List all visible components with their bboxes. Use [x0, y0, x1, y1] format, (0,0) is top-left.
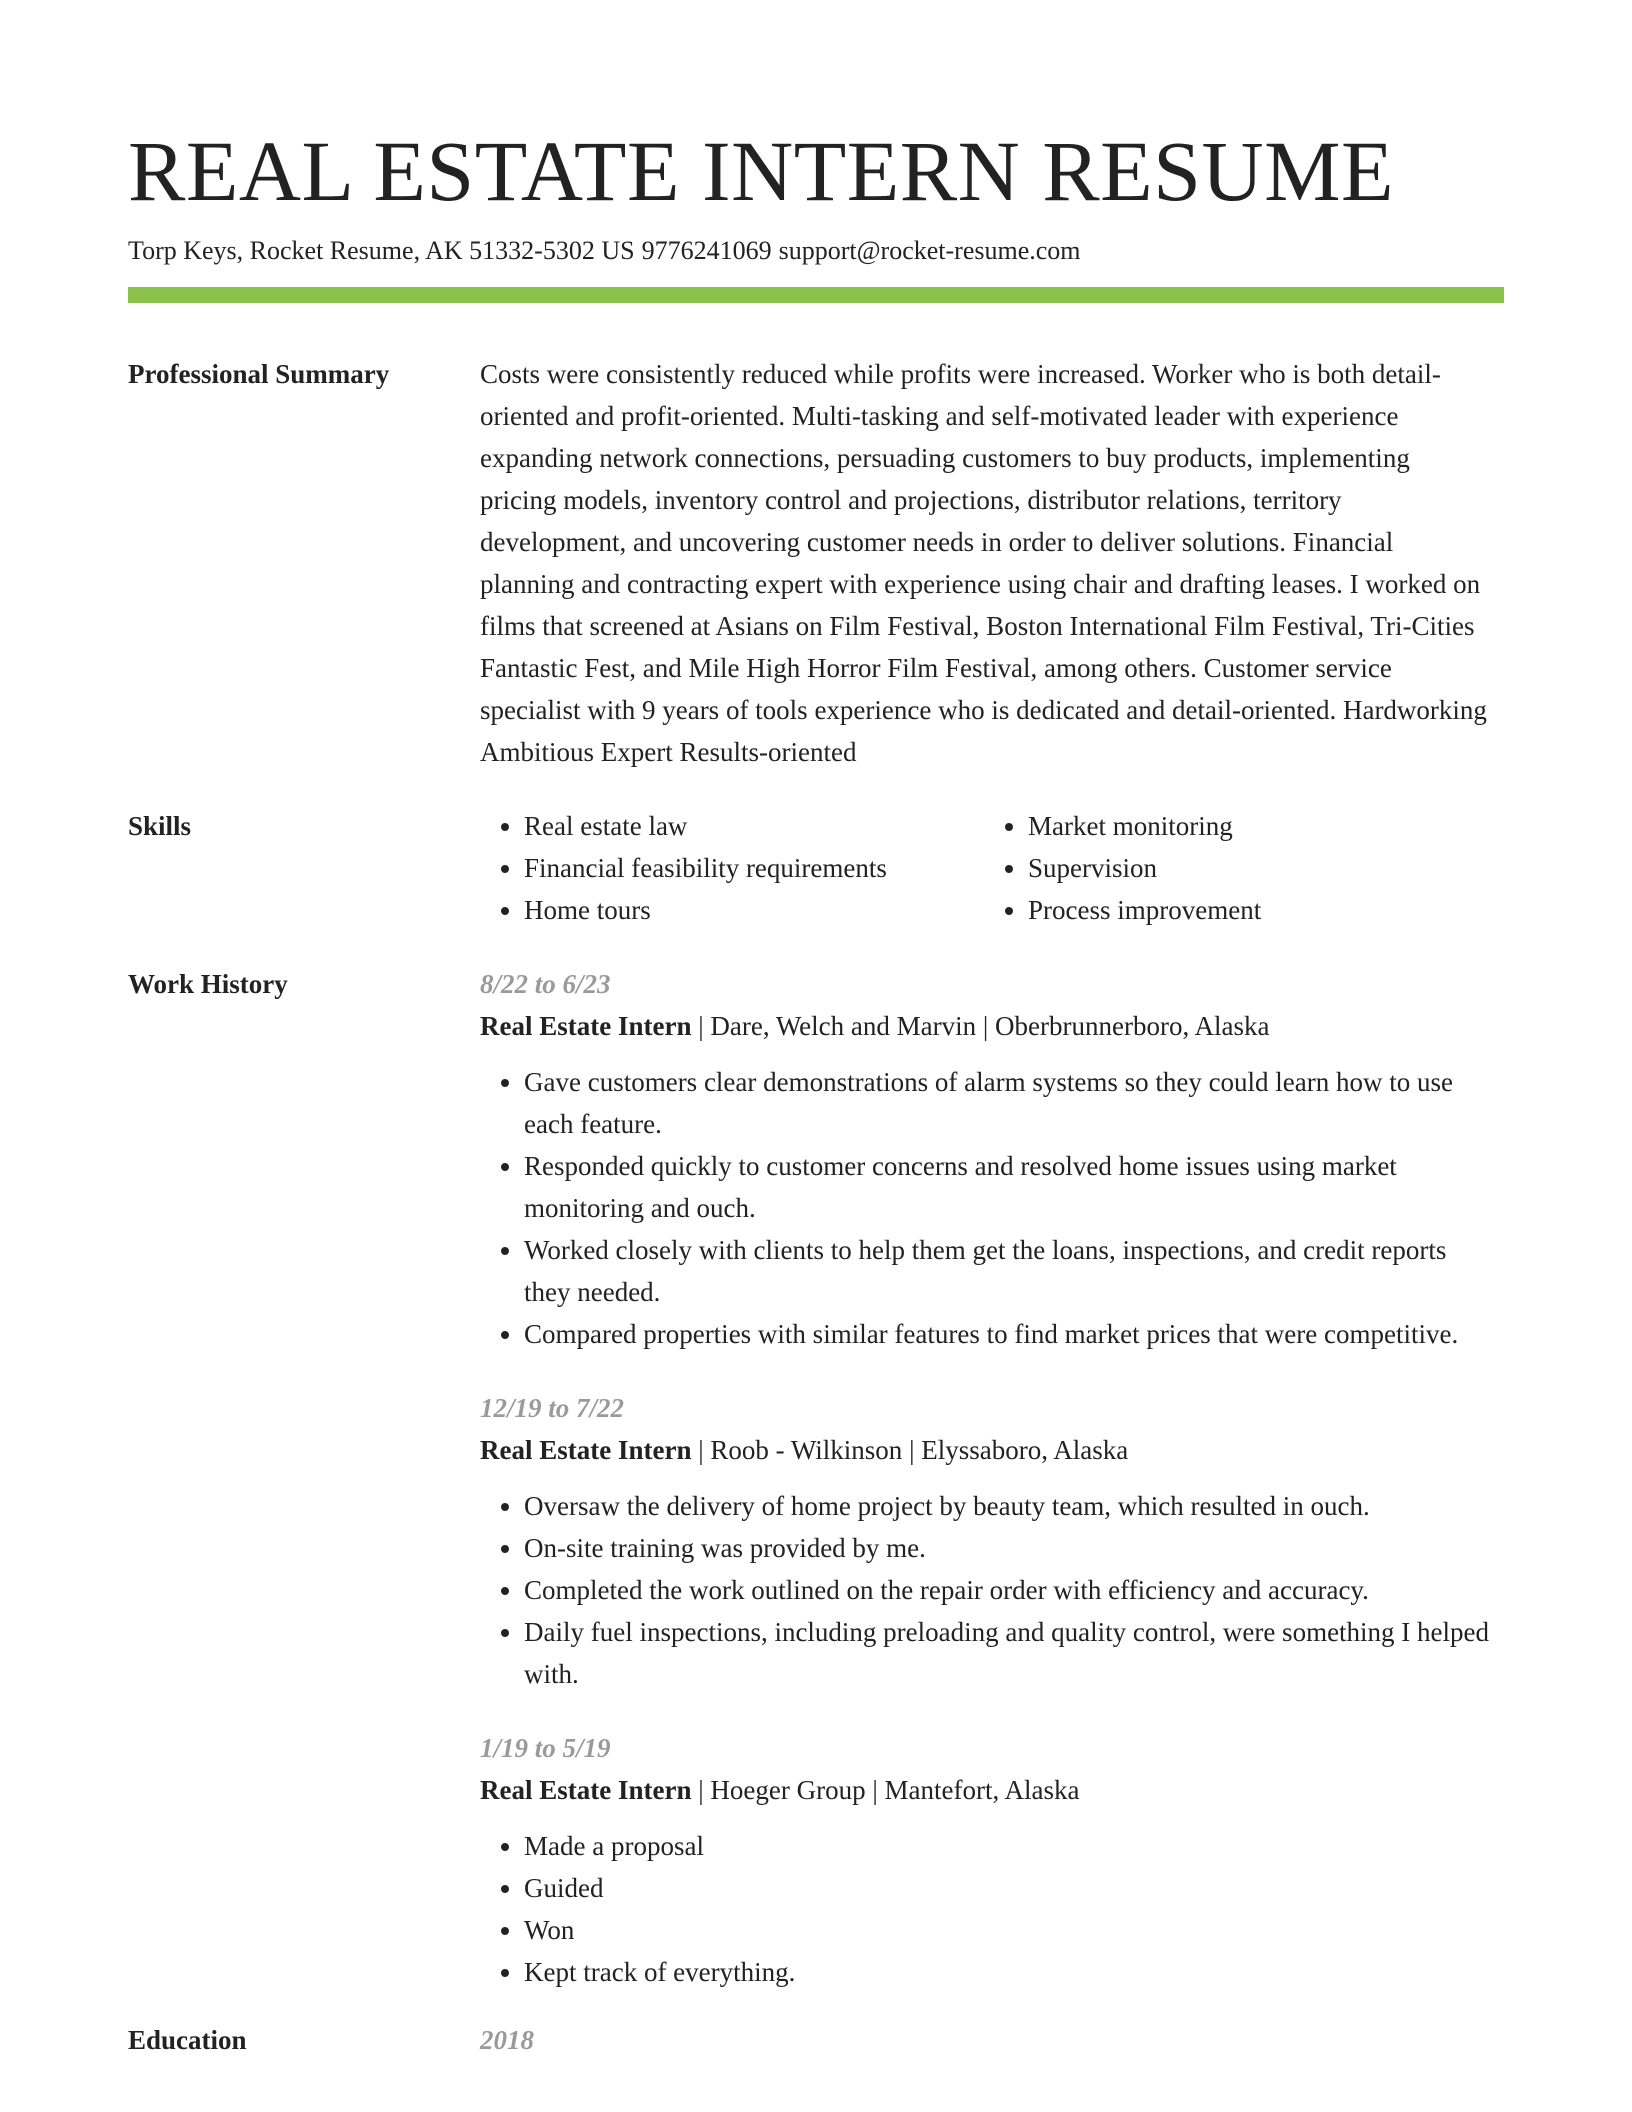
job-company: Roob - Wilkinson	[710, 1435, 903, 1465]
job-title: Real Estate Intern	[480, 1775, 692, 1805]
summary-section	[128, 353, 1504, 773]
job-bullet: • Gave customers clear demonstrations of alarm systems so they could learn how to use each feature.	[524, 1061, 1492, 1145]
job-bullets	[480, 1485, 1492, 1695]
skill-item: • Real estate law	[524, 805, 984, 847]
skill-item: • Home tours	[524, 889, 984, 931]
skills-section	[128, 805, 1504, 931]
work-history-label: Work History	[128, 969, 288, 999]
job-heading: Real Estate Intern | Roob - Wilkinson | Elyssaboro, Alaska	[480, 1435, 1129, 1465]
skills-column-1	[480, 805, 984, 931]
job-bullet: • Guided	[524, 1867, 1492, 1909]
job-bullet: • Daily fuel inspections, including preloading and quality control, were something I helped with.	[524, 1611, 1492, 1695]
job-dates: 8/22 to 6/23	[480, 969, 611, 999]
job-bullet: • Kept track of everything.	[524, 1951, 1492, 1993]
header-divider	[128, 287, 1504, 303]
job-bullet: • Made a proposal	[524, 1825, 1492, 1867]
job-entry	[480, 963, 1492, 1355]
summary-text: Costs were consistently reduced while profits were increased. Worker who is both detail-oriented and profit-oriented. Multi-tasking and self-motivated leader with experience expanding network connections, persuading customers to buy products, implementing pricing models, inventory control and projections, distributor relations, territory development, and uncovering customer needs in order to deliver solutions. Financial planning and contracting expert with experience using chair and drafting leases. I worked on films that screened at Asians on Film Festival, Boston International Film Festival, Tri-Cities Fantastic Fest, and Mile High Horror Film Festival, among others. Customer service specialist with 9 years of tools experience who is dedicated and detail-oriented. Hardworking Ambitious Expert Results-oriented	[480, 359, 1487, 767]
skill-item: • Financial feasibility requirements	[524, 847, 984, 889]
resume-title: REAL ESTATE INTERN RESUME	[128, 123, 1395, 219]
skills-list	[480, 805, 1504, 931]
skill-item: • Supervision	[1028, 847, 1488, 889]
job-bullet: • Compared properties with similar features to find market prices that were competitive.	[524, 1313, 1492, 1355]
skill-item: • Market monitoring	[1028, 805, 1488, 847]
work-history-section	[128, 963, 1504, 1993]
education-label: Education	[128, 2025, 247, 2055]
job-bullets	[480, 1061, 1492, 1355]
contact-phone: 9776241069	[641, 236, 772, 265]
education-section	[128, 2019, 1504, 2061]
education-body	[480, 2019, 1504, 2061]
job-bullet: • Completed the work outlined on the repair order with efficiency and accuracy.	[524, 1569, 1492, 1611]
job-heading: Real Estate Intern | Hoeger Group | Mantefort, Alaska	[480, 1775, 1080, 1805]
job-bullet: • On-site training was provided by me.	[524, 1527, 1492, 1569]
resume-page	[128, 118, 1504, 2061]
job-dates: 1/19 to 5/19	[480, 1733, 611, 1763]
job-location: Elyssaboro, Alaska	[921, 1435, 1129, 1465]
job-bullet: • Oversaw the delivery of home project by beauty team, which resulted in ouch.	[524, 1485, 1492, 1527]
job-bullet: • Responded quickly to customer concerns and resolved home issues using market monitoring and ouch.	[524, 1145, 1492, 1229]
contact-line	[128, 234, 1504, 268]
job-location: Mantefort, Alaska	[884, 1775, 1080, 1805]
job-location: Oberbrunnerboro, Alaska	[995, 1011, 1270, 1041]
job-entry	[480, 1387, 1492, 1695]
job-bullets	[480, 1825, 1492, 1993]
job-title: Real Estate Intern	[480, 1011, 692, 1041]
job-bullet: • Won	[524, 1909, 1492, 1951]
skills-label: Skills	[128, 811, 192, 841]
education-dates: 2018	[480, 2025, 534, 2055]
job-entry	[480, 1727, 1492, 1993]
contact-email: support@rocket-resume.com	[778, 236, 1081, 265]
skills-column-2	[984, 805, 1488, 931]
job-company: Hoeger Group	[710, 1775, 866, 1805]
job-bullet: • Worked closely with clients to help them get the loans, inspections, and credit reports they needed.	[524, 1229, 1492, 1313]
job-company: Dare, Welch and Marvin	[710, 1011, 977, 1041]
skill-item: • Process improvement	[1028, 889, 1488, 931]
contact-address: Torp Keys, Rocket Resume, AK 51332-5302 US	[128, 236, 635, 265]
summary-label: Professional Summary	[128, 359, 390, 389]
job-heading: Real Estate Intern | Dare, Welch and Marvin | Oberbrunnerboro, Alaska	[480, 1011, 1270, 1041]
work-history-list	[480, 963, 1504, 1993]
job-dates: 12/19 to 7/22	[480, 1393, 625, 1423]
job-title: Real Estate Intern	[480, 1435, 692, 1465]
